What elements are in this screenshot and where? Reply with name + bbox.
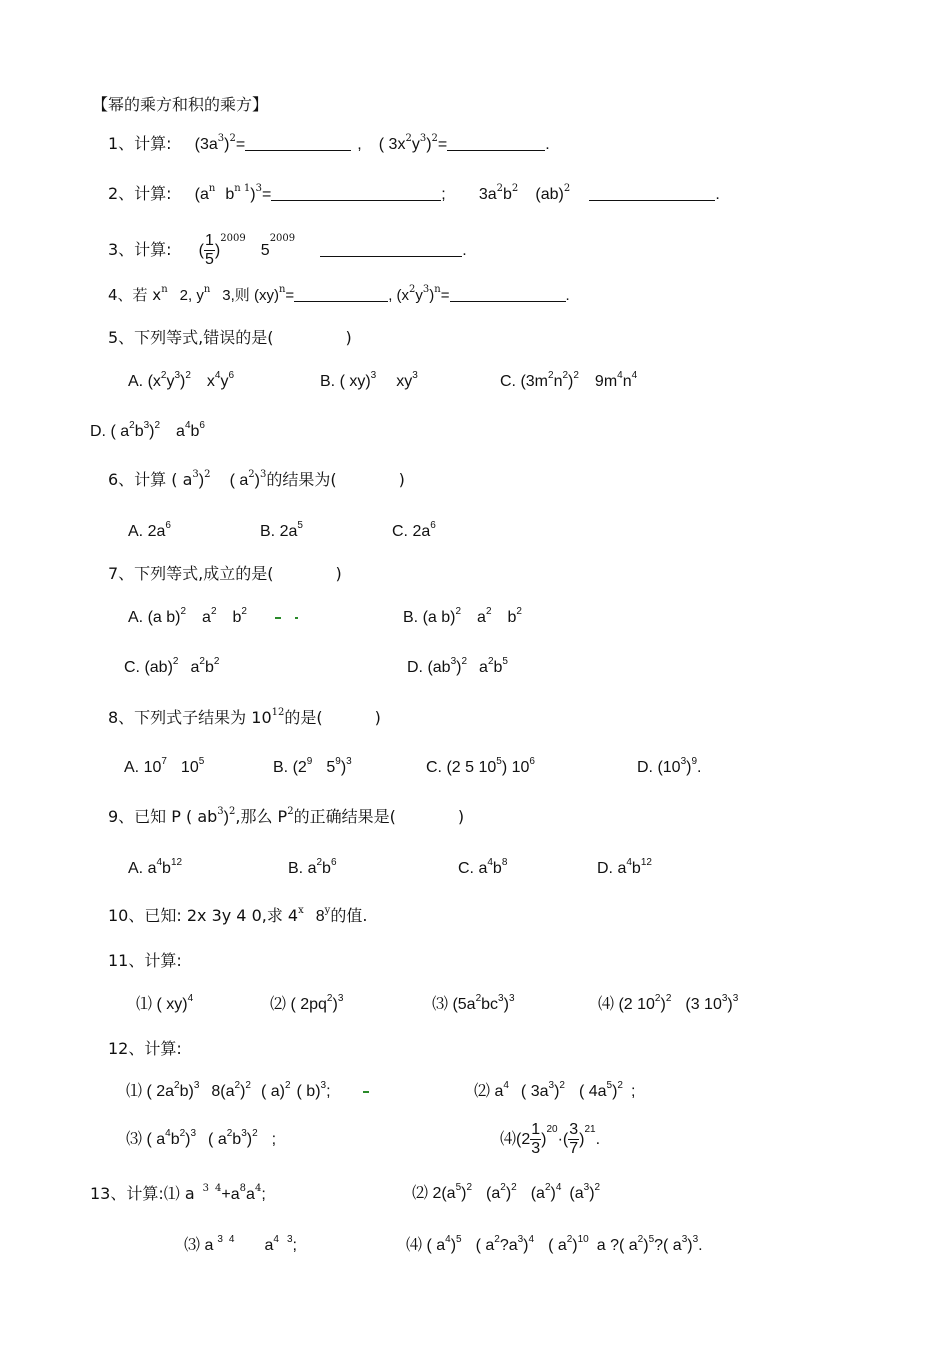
question-1: 1、计算: $(3a^3)^2=$ , ( $3x^2y^3)^2=$ . — [108, 133, 550, 153]
question-7: 7、下列等式,成立的是( ) — [108, 564, 342, 583]
question-12: 12、计算: — [108, 1039, 182, 1058]
question-5-option-d[interactable]: D. ( $a^2b^3)^2$ $a^4b^6$ — [90, 420, 205, 440]
question-7-option-a[interactable]: A. (a b)$^2$ $a^2$ $b^2$ — [128, 608, 298, 628]
decoration-mark — [275, 617, 281, 619]
question-7-option-b[interactable]: B. (a b)$^2$ $a^2$ $b^2$ — [403, 606, 522, 626]
question-6-option-b[interactable]: B. $2a^5$ — [260, 520, 303, 540]
question-11: 11、计算: — [108, 951, 182, 970]
question-7-option-d[interactable]: D. $(ab^3)^2$ $a^2b^5$ — [407, 656, 508, 676]
question-8-option-a[interactable]: A. $10^7$ $10^5$ — [124, 756, 205, 776]
answer-blank[interactable] — [294, 287, 388, 302]
question-2: 2、计算: ($a^n$ $b^{n 1})^3=$ ; $3a^2b^2$ (ab)$^2$ . — [108, 183, 720, 203]
question-3: 3、计算: ( $\frac{1}{5}$ )$^{2009}$ $5^{2009}$ . — [108, 232, 467, 268]
fraction: $\frac{1}{3}$ — [531, 1121, 541, 1158]
section-heading: 【幂的乘方和积的乘方】 — [92, 95, 269, 114]
answer-blank[interactable] — [271, 186, 441, 201]
question-9-option-a[interactable]: A. $a^4b^{12}$ — [128, 857, 183, 877]
answer-blank[interactable] — [320, 242, 462, 257]
question-9-option-d[interactable]: D. $a^4b^{12}$ — [597, 857, 652, 877]
question-11-part-4: ⑷ (2 $10^2)^2$ (3 $10^3)^3$ — [598, 993, 739, 1013]
question-12-part-1: ⑴ ( $2a^2b)^3$ $8(a^2)^2$ ( a)$^2$ ( b)$^3$; — [126, 1082, 369, 1102]
question-13-part-2: ⑵ $2(a^5)^2$ $(a^2)^2$ $(a^2)^4$ $(a^3)^2$ — [412, 1182, 601, 1202]
question-4: 4、若 $x^n$ 2, $y^n$ 3,则 (xy)$^n$= , $(x^2y^3)^n=$ . — [108, 284, 570, 304]
question-9: 9、已知 P ( $ab^3)^2$,那么 $P^2$的正确结果是( ) — [108, 806, 465, 826]
question-8-option-d[interactable]: D. $(10^3)^9$. — [637, 756, 702, 776]
question-11-part-2: ⑵ ( $2pq^2)^3$ — [270, 993, 344, 1013]
question-11-part-1: ⑴ ( xy)$^4$ — [136, 993, 194, 1013]
answer-blank[interactable] — [450, 287, 566, 302]
question-12-part-4: ⑷(2 $\frac{1}{3}$ )$^{20}$·( $\frac{3}{7}$ )$^{21}$. — [500, 1121, 601, 1158]
question-5: 5、下列等式,错误的是( ) — [108, 328, 352, 347]
question-9-option-c[interactable]: C. $a^4b^8$ — [458, 857, 508, 877]
decoration-mark — [295, 617, 298, 619]
question-6: 6、计算 ( $a^3)^2$ ( $a^2)^3$的结果为( ) — [108, 469, 405, 489]
question-9-option-b[interactable]: B. $a^2b^6$ — [288, 857, 337, 877]
question-13: 13、计算:⑴ a $^3$ $^4+a^8a^4$; — [90, 1183, 266, 1203]
decoration-mark — [363, 1091, 369, 1093]
question-11-part-3: ⑶ $(5a^2bc^3)^3$ — [432, 993, 515, 1013]
question-6-option-a[interactable]: A. $2a^6$ — [128, 520, 171, 540]
fraction: $\frac{3}{7}$ — [569, 1121, 579, 1158]
question-12-part-3: ⑶ ( $a^4b^2)^3$ ( $a^2b^3)^2$ ; — [126, 1128, 277, 1148]
question-8-option-c[interactable]: C. (2 5 $10^5$) $10^6$ — [426, 756, 535, 776]
fraction: $\frac{1}{5}$ — [205, 232, 214, 268]
question-6-option-c[interactable]: C. $2a^6$ — [392, 520, 436, 540]
question-8-option-b[interactable]: B. ($2^9$ $5^9)^3$ — [273, 756, 352, 776]
question-10: 10、已知: 2x 3y 4 0,求 4$^x$ 8$^y$的值. — [108, 905, 368, 925]
question-5-option-b[interactable]: B. ( xy)$^3$ $xy^3$ — [320, 370, 418, 390]
question-12-part-2: ⑵ $a^4$ ( $3a^3)^2$ ( $4a^5)^2$ ; — [474, 1080, 636, 1100]
answer-blank[interactable] — [589, 186, 715, 201]
question-5-option-a[interactable]: A. $(x^2y^3)^2$ $x^4y^6$ — [128, 370, 235, 390]
answer-blank[interactable] — [245, 136, 351, 151]
question-5-option-c[interactable]: C. $(3m^2n^2)^2$ $9m^4n^4$ — [500, 370, 638, 390]
answer-blank[interactable] — [447, 136, 545, 151]
question-13-part-3: ⑶ a $^3$ $^4$ $a^4$ $^3$; — [184, 1234, 297, 1254]
question-7-option-c[interactable]: C. (ab)$^2$ $a^2b^2$ — [124, 656, 220, 676]
question-8: 8、下列式子结果为 $10^{12}$的是( ) — [108, 707, 381, 727]
question-13-part-4: ⑷ ( $a^4)^5$ ( $a^2?a^3)^4$ ( $a^2)^{10}$ a ?( $a^2)^5$?( $a^3)^3$. — [406, 1234, 703, 1254]
